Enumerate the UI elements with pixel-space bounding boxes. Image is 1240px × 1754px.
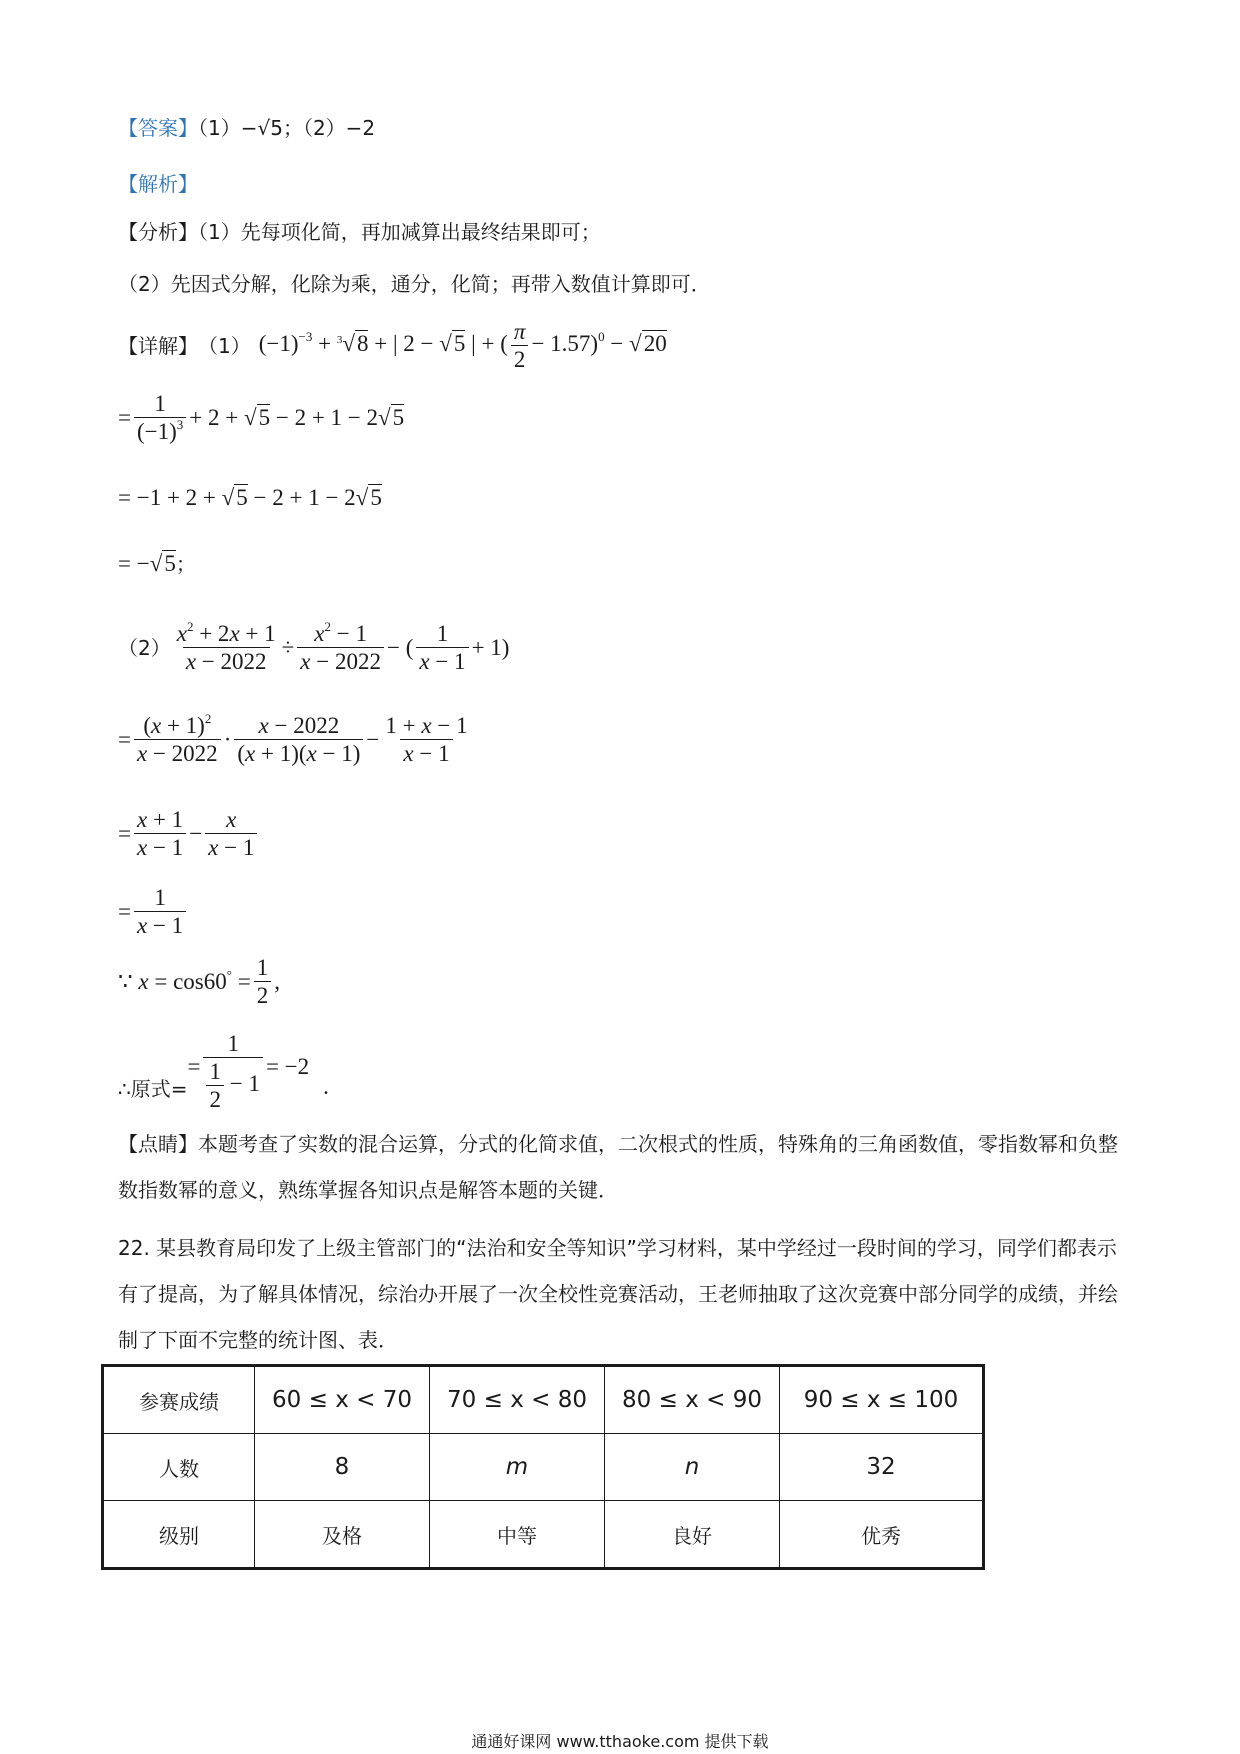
table-cell: m xyxy=(430,1434,605,1501)
table-cell: 优秀 xyxy=(780,1501,984,1569)
table-cell: 人数 xyxy=(103,1434,255,1501)
table-cell: 70 ≤ x < 80 xyxy=(430,1366,605,1434)
xiangjie-label: 【详解】 xyxy=(118,333,198,358)
answer-line xyxy=(118,118,375,138)
dianjing-paragraph xyxy=(118,1121,1128,1213)
table-row xyxy=(103,1501,984,1569)
part1-expr: $(-1)^{-3} + ^3√8$ + | 2 − √5 | + ( $\frac{\pi}{2}$ − 1.57)$^0$ − √20 xyxy=(258,319,667,372)
part2-step2: = $\frac{x + 1}{x - 1}$ − $\frac{x}{x - 1}$ xyxy=(118,808,260,859)
table-cell: 80 ≤ x < 90 xyxy=(605,1366,780,1434)
table-cell: 级别 xyxy=(103,1501,255,1569)
fenxi-text1: （1）先每项化简，再加减算出最终结果即可； xyxy=(198,220,601,244)
fenxi-line2 xyxy=(118,274,711,294)
table-row xyxy=(103,1366,984,1434)
part2-prefix: （2） xyxy=(118,635,171,660)
part2-expression: （2） $\frac{x^2 + 2x + 1}{x - 2022}$ ÷ $\frac{x^2 - 1}{x - 2022}$ − ( $\frac{1}{x - 1}$ + 1) xyxy=(118,619,510,674)
table-row xyxy=(103,1434,984,1501)
part2-step1: = $\frac{(x + 1)^2}{x - 2022}$ · $\frac{x - 2022}{(x + 1)(x - 1)}$ − $\frac{1 + x - 1}{x - 1}$ xyxy=(118,711,468,766)
dianjing-text: 本题考查了实数的混合运算，分式的化简求值，二次根式的性质，特殊角的三角函数值，零指数幂和负整数指数幂的意义，熟练掌握各知识点是解答本题的关键． xyxy=(118,1132,1118,1202)
part2-step3: = $\frac{1}{x - 1}$ xyxy=(118,886,189,937)
part2-because: ∵ x = cos60° = $\frac{1}{2}$ , xyxy=(118,955,280,1008)
page-footer[interactable]: 通通好课网 www.tthaoke.com 提供下载 xyxy=(471,1732,769,1751)
table-cell: 90 ≤ x ≤ 100 xyxy=(780,1366,984,1434)
analysis-label: 【解析】 xyxy=(118,172,198,196)
table-cell: 32 xyxy=(780,1434,984,1501)
question-22 xyxy=(118,1225,1128,1363)
table-cell: 良好 xyxy=(605,1501,780,1569)
part1-step1: = $\frac{1}{(-1)^3}$ + 2 + √5 − 2 + 1 − 2√5 xyxy=(118,391,405,444)
part1-prefix: （1） xyxy=(198,333,251,358)
question-22-text: 22. 某县教育局印发了上级主管部门的“法治和安全等知识”学习材料，某中学经过一段时间的学习，同学们都表示有了提高，为了解具体情况，综治办开展了一次全校性竞赛活动，王老师抽取了这次竞赛中部分同学的成绩，并绘制了下面不完整的统计图、表． xyxy=(118,1236,1118,1352)
analysis-heading xyxy=(118,174,198,194)
part1-step2: = −1 + 2 + √5 − 2 + 1 − 2√5 xyxy=(118,485,382,510)
part2-therefore: ∴原式= = 1 $\frac{1}{2}$ − 1 = −2 . xyxy=(118,1031,329,1112)
part1-step3: = −√5 ； xyxy=(118,551,196,576)
table-cell: 8 xyxy=(255,1434,430,1501)
table-cell: 及格 xyxy=(255,1501,430,1569)
part1-expression xyxy=(118,320,667,371)
answer-label: 【答案】 xyxy=(118,116,198,140)
answer-text: （1）−√5；（2）−2 xyxy=(198,116,376,140)
fenxi-line1 xyxy=(118,222,601,242)
table-cell: 60 ≤ x < 70 xyxy=(255,1366,430,1434)
score-table xyxy=(101,1364,985,1570)
table-cell: 参赛成绩 xyxy=(103,1366,255,1434)
fenxi-text2: （2）先因式分解，化除为乘，通分，化简；再带入数值计算即可． xyxy=(118,272,711,296)
dianjing-label: 【点睛】 xyxy=(118,1132,198,1156)
table-cell: n xyxy=(605,1434,780,1501)
fenxi-label: 【分析】 xyxy=(118,220,198,244)
table-cell: 中等 xyxy=(430,1501,605,1569)
